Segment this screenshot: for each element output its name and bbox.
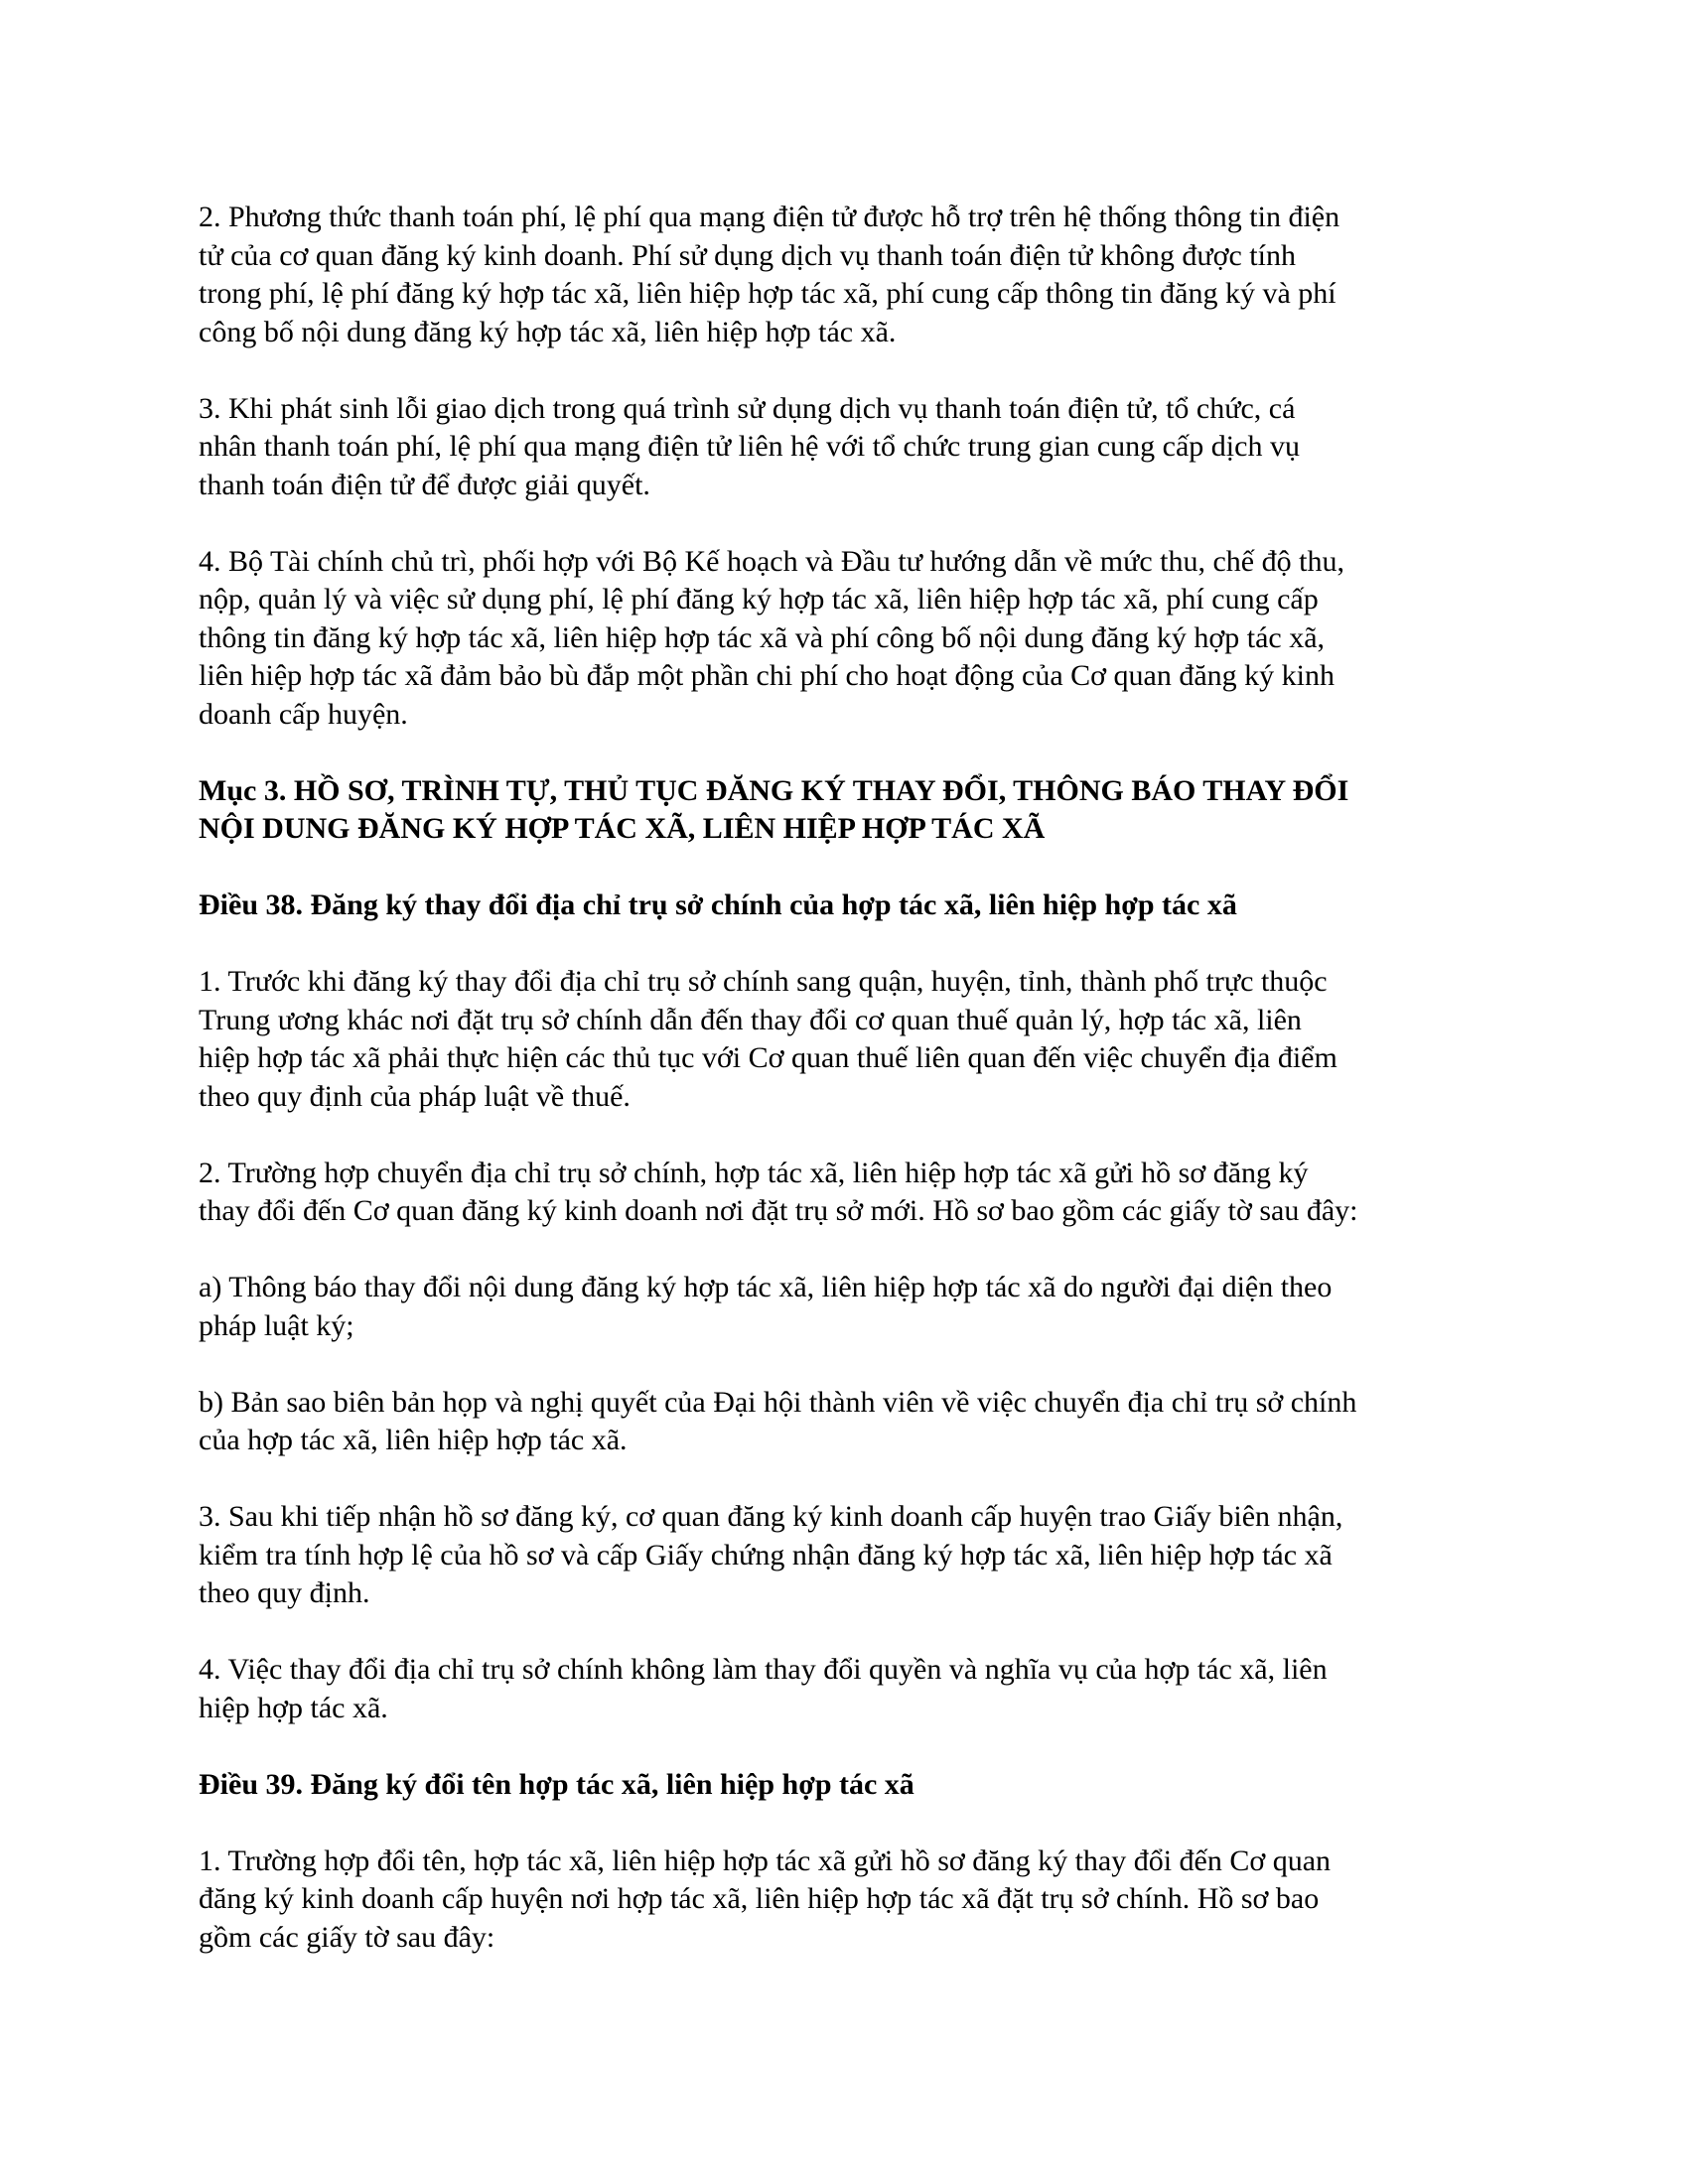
text-line: liên hiệp hợp tác xã đảm bảo bù đắp một phần chi phí cho hoạt động của Cơ quan đăng ký kinh <box>199 659 1335 692</box>
text-line: kiểm tra tính hợp lệ của hồ sơ và cấp Giấy chứng nhận đăng ký hợp tác xã, liên hiệp hợp tác xã <box>199 1538 1333 1571</box>
text-line: hiệp hợp tác xã phải thực hiện các thủ tục với Cơ quan thuế liên quan đến việc chuyển địa điểm <box>199 1041 1337 1074</box>
text-line: doanh cấp huyện. <box>199 697 408 731</box>
text-line: 1. Trường hợp đổi tên, hợp tác xã, liên hiệp hợp tác xã gửi hồ sơ đăng ký thay đổi đến Cơ quan <box>199 1843 1332 1877</box>
text-line: 2. Phương thức thanh toán phí, lệ phí qua mạng điện tử được hỗ trợ trên hệ thống thông tin điện <box>199 201 1340 233</box>
text-line: thay đổi đến Cơ quan đăng ký kinh doanh nơi đặt trụ sở mới. Hồ sơ bao gồm các giấy tờ sau đây: <box>199 1194 1358 1227</box>
paragraph-article-38-item-a <box>199 1269 1499 1345</box>
text-line: a) Thông báo thay đổi nội dung đăng ký hợp tác xã, liên hiệp hợp tác xã do người đại diện theo <box>199 1271 1333 1303</box>
text-line: 4. Việc thay đổi địa chỉ trụ sở chính không làm thay đổi quyền và nghĩa vụ của hợp tác xã, liên <box>199 1653 1328 1686</box>
paragraph-article-38-clause-4 <box>199 1651 1499 1727</box>
paragraph-ministry-of-finance <box>199 543 1499 735</box>
text-line: 1. Trước khi đăng ký thay đổi địa chỉ trụ sở chính sang quận, huyện, tỉnh, thành phố trực thuộc <box>199 965 1328 998</box>
text-line: công bố nội dung đăng ký hợp tác xã, liên hiệp hợp tác xã. <box>199 315 897 348</box>
text-line: theo quy định của pháp luật về thuế. <box>199 1079 631 1113</box>
paragraph-article-38-clause-3 <box>199 1498 1499 1613</box>
text-line: 2. Trường hợp chuyển địa chỉ trụ sở chính, hợp tác xã, liên hiệp hợp tác xã gửi hồ sơ đăng ký <box>199 1156 1309 1189</box>
text-line: thanh toán điện tử để được giải quyết. <box>199 468 650 501</box>
section-heading-muc-3 <box>199 772 1499 849</box>
paragraph-article-39-clause-1 <box>199 1843 1499 1958</box>
text-line: gồm các giấy tờ sau đây: <box>199 1920 495 1954</box>
text-line: 3. Sau khi tiếp nhận hồ sơ đăng ký, cơ quan đăng ký kinh doanh cấp huyện trao Giấy biên nhận, <box>199 1500 1343 1533</box>
text-line: tử của cơ quan đăng ký kinh doanh. Phí sử dụng dịch vụ thanh toán điện tử không được tính <box>199 238 1296 272</box>
text-line: thông tin đăng ký hợp tác xã, liên hiệp hợp tác xã và phí công bố nội dung đăng ký hợp tác xã, <box>199 620 1326 654</box>
heading-line: Điều 38. Đăng ký thay đổi địa chỉ trụ sở chính của hợp tác xã, liên hiệp hợp tác xã <box>199 888 1237 921</box>
text-line: đăng ký kinh doanh cấp huyện nơi hợp tác xã, liên hiệp hợp tác xã đặt trụ sở chính. Hồ sơ bao <box>199 1882 1320 1915</box>
text-line: nhân thanh toán phí, lệ phí qua mạng điện tử liên hệ với tổ chức trung gian cung cấp dịch vụ <box>199 430 1300 463</box>
text-line: nộp, quản lý và việc sử dụng phí, lệ phí đăng ký hợp tác xã, liên hiệp hợp tác xã, phí cung cấp <box>199 583 1319 615</box>
article-heading-39 <box>199 1766 1499 1805</box>
text-line: 4. Bộ Tài chính chủ trì, phối hợp với Bộ Kế hoạch và Đầu tư hướng dẫn về mức thu, chế độ thu, <box>199 544 1344 578</box>
paragraph-article-38-clause-1 <box>199 963 1499 1116</box>
text-line: pháp luật ký; <box>199 1308 354 1342</box>
paragraph-article-38-item-b <box>199 1384 1499 1460</box>
text-line: hiệp hợp tác xã. <box>199 1691 388 1724</box>
article-heading-38 <box>199 887 1499 925</box>
text-line: 3. Khi phát sinh lỗi giao dịch trong quá trình sử dụng dịch vụ thanh toán điện tử, tổ chức, cá <box>199 391 1296 425</box>
heading-line: Mục 3. HỒ SƠ, TRÌNH TỰ, THỦ TỤC ĐĂNG KÝ THAY ĐỔI, THÔNG BÁO THAY ĐỔI <box>199 773 1349 807</box>
heading-line: NỘI DUNG ĐĂNG KÝ HỢP TÁC XÃ, LIÊN HIỆP HỢP TÁC XÃ <box>199 812 1046 845</box>
document-page <box>199 199 1499 1995</box>
paragraph-payment-method <box>199 199 1499 351</box>
text-line: theo quy định. <box>199 1576 370 1609</box>
text-line: b) Bản sao biên bản họp và nghị quyết của Đại hội thành viên về việc chuyển địa chỉ trụ sở chính <box>199 1385 1357 1419</box>
paragraph-transaction-error <box>199 390 1499 505</box>
text-line: của hợp tác xã, liên hiệp hợp tác xã. <box>199 1424 628 1456</box>
text-line: trong phí, lệ phí đăng ký hợp tác xã, liên hiệp hợp tác xã, phí cung cấp thông tin đăng ký và phí <box>199 277 1336 310</box>
text-line: Trung ương khác nơi đặt trụ sở chính dẫn đến thay đổi cơ quan thuế quản lý, hợp tác xã, liên <box>199 1003 1302 1036</box>
heading-line: Điều 39. Đăng ký đổi tên hợp tác xã, liên hiệp hợp tác xã <box>199 1767 914 1801</box>
paragraph-article-38-clause-2 <box>199 1155 1499 1231</box>
